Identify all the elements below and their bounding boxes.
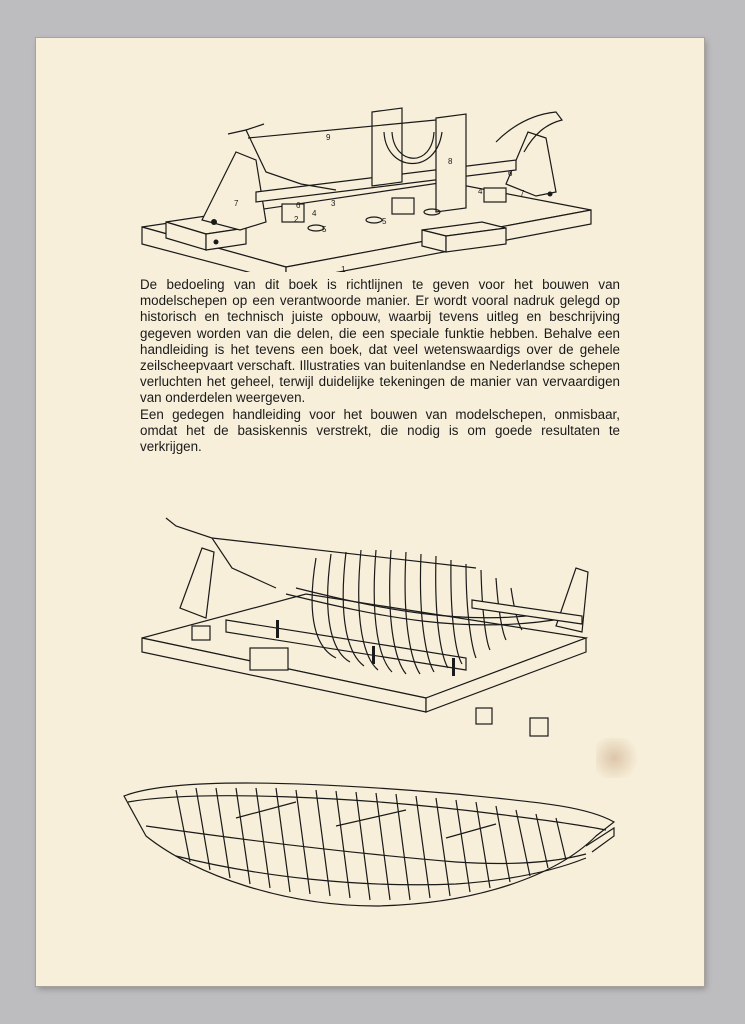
label-3: 3 [331,199,336,208]
label-4b: 4 [478,187,483,196]
hull-skeleton-illustration [116,766,636,926]
label-1: 1 [341,265,346,272]
label-9: 9 [326,133,331,142]
frames-on-slip-illustration [136,508,596,758]
description-paragraph-2: Een gedegen handleiding voor het bouwen van modelschepen, onmisbaar, omdat het de basiskennis verstrekt, die nodig is om goede resultaten te verkrijgen. [140,406,620,455]
label-7b: 7 [520,189,525,198]
label-2: 2 [294,215,299,224]
description-text [140,277,620,455]
label-6a: 6 [296,201,301,210]
paper-stain [596,738,642,778]
label-6b: 6 [508,169,513,178]
label-5b: 5 [382,217,387,226]
label-8: 8 [448,157,453,166]
label-7a: 7 [234,199,239,208]
description-paragraph-1: De bedoeling van dit boek is richtlijnen te geven voor het bouwen van modelschepen op een verantwoorde manier. Er wordt vooral nadruk gelegd op historisch en technisch juiste opbouw, waarbij tevens uitleg en beschrijving gegeven worden van die delen, die een speciale funktie hebben. Behalve een handleiding is het tevens een boek, dat veel wetenswaardigs over de gehele zeilscheepvaart verschaft. Illustraties van buitenlandse en Nederlandse schepen verluchten het geheel, terwijl duidelijke tekeningen de manier van vervaardigen van onderdelen weergeven. [140,277,620,406]
building-slip-diagram [136,72,596,272]
label-5a: 5 [322,225,327,234]
label-4a: 4 [312,209,317,218]
book-back-cover [36,38,704,986]
